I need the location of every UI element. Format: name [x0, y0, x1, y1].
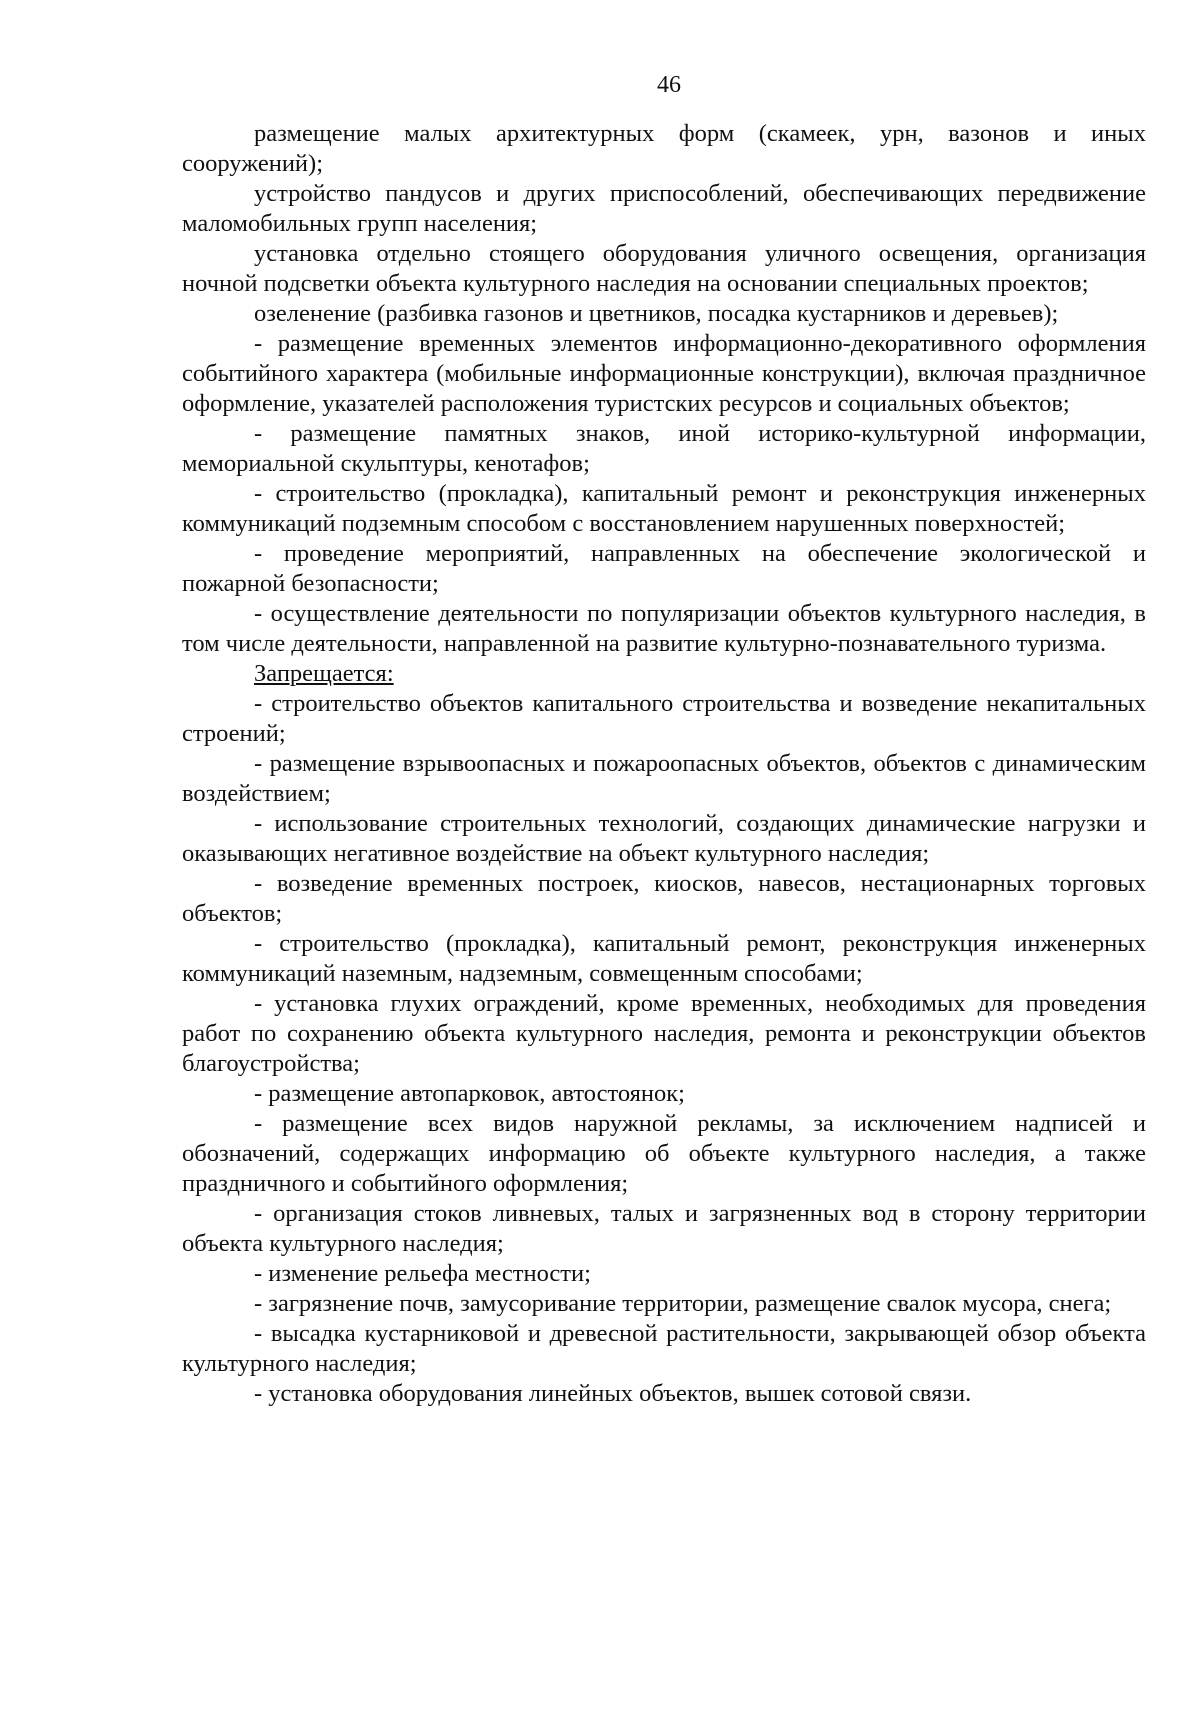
page-number: 46: [657, 72, 681, 98]
document-body: [182, 119, 1146, 1409]
allowed-item: - размещение памятных знаков, иной историко-культурной информации, мемориальной скульптуры, кенотафов;: [182, 420, 1146, 477]
prohibited-item: - использование строительных технологий, создающих динамические нагрузки и оказывающих негативное воздействие на объект культурного наследия;: [182, 810, 1146, 867]
allowed-item: устройство пандусов и других приспособлений, обеспечивающих передвижение маломобильных групп населения;: [182, 180, 1146, 237]
prohibited-item: - строительство (прокладка), капитальный ремонт, реконструкция инженерных коммуникаций наземным, надземным, совмещенным способами;: [182, 930, 1146, 987]
prohibited-item: - высадка кустарниковой и древесной растительности, закрывающей обзор объекта культурного наследия;: [182, 1320, 1146, 1377]
allowed-item: озеленение (разбивка газонов и цветников, посадка кустарников и деревьев);: [254, 300, 1059, 327]
allowed-item: - строительство (прокладка), капитальный ремонт и реконструкция инженерных коммуникаций подземным способом с восстановлением нарушенных поверхностей;: [182, 480, 1146, 537]
prohibited-item: - установка глухих ограждений, кроме временных, необходимых для проведения работ по сохранению объекта культурного наследия, ремонта и реконструкции объектов благоустройства;: [182, 990, 1146, 1077]
prohibited-item: - загрязнение почв, замусоривание территории, размещение свалок мусора, снега;: [254, 1290, 1112, 1317]
allowed-item: размещение малых архитектурных форм (скамеек, урн, вазонов и иных сооружений);: [182, 120, 1146, 177]
prohibited-heading-text: Запрещается:: [254, 660, 394, 687]
prohibited-item: - строительство объектов капитального строительства и возведение некапитальных строений;: [182, 690, 1146, 747]
allowed-item: - осуществление деятельности по популяризации объектов культурного наследия, в том числе деятельности, направленной на развитие культурно-познавательного туризма.: [182, 600, 1146, 657]
allowed-item: установка отдельно стоящего оборудования уличного освещения, организация ночной подсветки объекта культурного наследия на основании специальных проектов;: [182, 240, 1146, 297]
prohibited-item: - размещение автопарковок, автостоянок;: [254, 1080, 685, 1107]
prohibited-item: - установка оборудования линейных объектов, вышек сотовой связи.: [254, 1380, 972, 1407]
prohibited-item: - изменение рельефа местности;: [254, 1260, 591, 1287]
prohibited-heading: [182, 659, 1146, 689]
prohibited-item: - организация стоков ливневых, талых и загрязненных вод в сторону территории объекта культурного наследия;: [182, 1200, 1146, 1257]
prohibited-item: - размещение всех видов наружной рекламы, за исключением надписей и обозначений, содержащих информацию об объекте культурного наследия, а также праздничного и событийного оформления;: [182, 1110, 1146, 1197]
allowed-item: - размещение временных элементов информационно-декоративного оформления событийного характера (мобильные информационные конструкции), включая праздничное оформление, указателей расположения туристских ресурсов и социальных объектов;: [182, 330, 1146, 417]
allowed-item: - проведение мероприятий, направленных на обеспечение экологической и пожарной безопасности;: [182, 540, 1146, 597]
prohibited-item: - возведение временных построек, киосков, навесов, нестационарных торговых объектов;: [182, 870, 1146, 927]
prohibited-item: - размещение взрывоопасных и пожароопасных объектов, объектов с динамическим воздействием;: [182, 750, 1146, 807]
